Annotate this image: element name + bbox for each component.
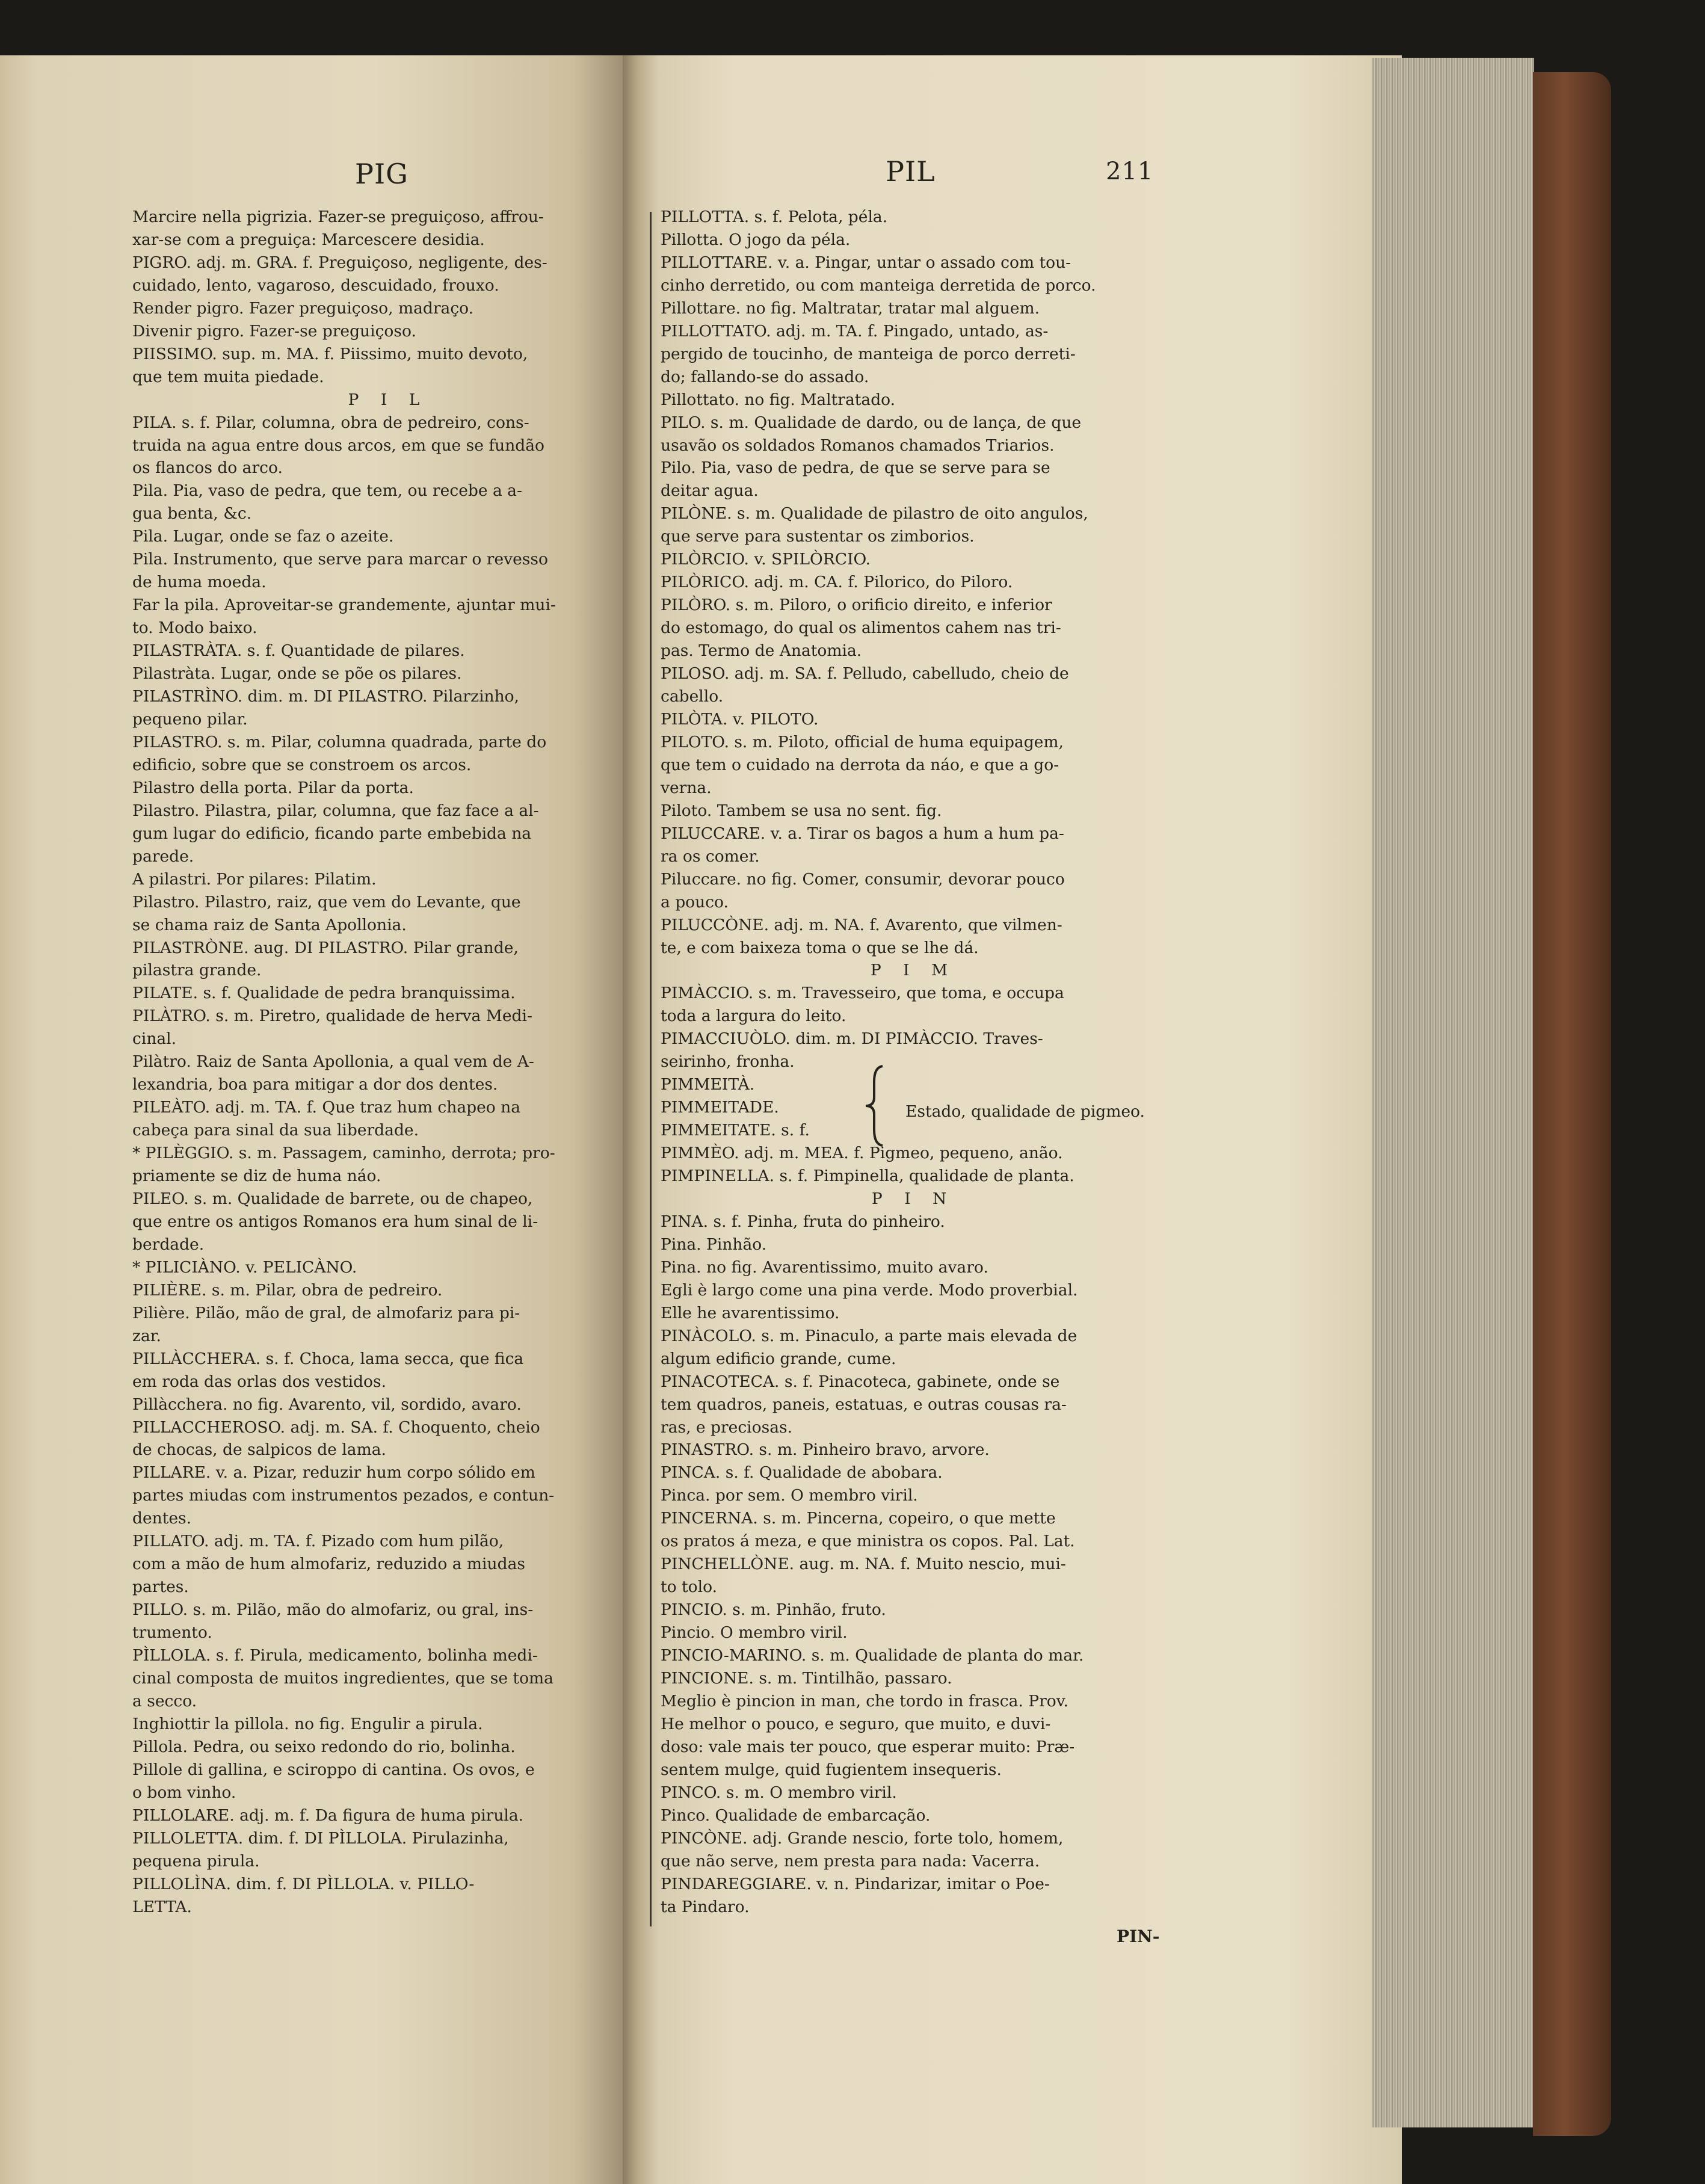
entry-line: Render pigro. Fazer preguiçoso, madraço. [132, 298, 474, 318]
entry-line: gua benta, &c. [132, 504, 252, 523]
entry-line: PIISSIMO. sup. m. MA. f. Piissimo, muito devoto, [132, 344, 528, 363]
entry-line: PIMMEITÀ. [661, 1075, 755, 1094]
entry-line: PILLOLARE. adj. m. f. Da figura de huma pirula. [132, 1806, 524, 1825]
entry-line: PINASTRO. s. m. Pinheiro bravo, arvore. [661, 1440, 990, 1460]
entry-line: zar. [132, 1326, 161, 1345]
entry-line: PIGRO. adj. m. GRA. f. Preguiçoso, negligente, des- [132, 253, 547, 272]
entry-line: pas. Termo de Anatomia. [661, 641, 862, 661]
entry-line: PILÀTRO. s. m. Piretro, qualidade de herva Medi- [132, 1007, 532, 1026]
entry-line: em roda das orlas dos vestidos. [132, 1372, 387, 1391]
entry-line: te, e com baixeza toma o que se lhe dá. [661, 938, 979, 957]
column-rule [650, 212, 652, 1926]
entry-line: Pilastràta. Lugar, onde se põe os pilares. [132, 664, 462, 683]
entry-line: PILÒRCIO. v. SPILÒRCIO. [661, 550, 871, 569]
entry-line: Pinco. Qualidade de embarcação. [661, 1806, 931, 1825]
entry-line: PIMMEITADE. [661, 1098, 779, 1117]
entry-line: PILUCCÒNE. adj. m. NA. f. Avarento, que vilmen- [661, 915, 1062, 934]
entry-line: seirinho, fronha. [661, 1052, 795, 1072]
entry-line: PILLOTTARE. v. a. Pingar, untar o assado com tou- [661, 253, 1071, 272]
left-column [132, 206, 644, 1918]
entry-line: PILUCCARE. v. a. Tirar os bagos a hum a hum pa- [661, 824, 1064, 843]
entry-line: PINACOTECA. s. f. Pinacoteca, gabinete, onde se [661, 1372, 1060, 1391]
entry-line: truida na agua entre dous arcos, em que se fundão [132, 436, 545, 455]
entry-line: Piluccare. no fig. Comer, consumir, devorar pouco [661, 869, 1065, 889]
entry-line: PILASTRÌNO. dim. m. DI PILASTRO. Pilarzinho, [132, 687, 520, 706]
entry-line: se chama raiz de Santa Apollonia. [132, 915, 407, 934]
page-number: 211 [1106, 158, 1154, 185]
entry-line: parede. [132, 847, 194, 866]
entry-line: pilastra grande. [132, 961, 262, 980]
entry-line: que tem muita piedade. [132, 367, 324, 386]
entry-line: PINA. s. f. Pinha, fruta do pinheiro. [661, 1212, 945, 1231]
entry-line: a pouco. [661, 892, 729, 912]
entry-line: doso: vale mais ter pouco, que esperar muito: Præ- [661, 1737, 1075, 1756]
entry-line: Pilastro della porta. Pilar da porta. [132, 778, 414, 797]
entry-line: que serve para sustentar os zimborios. [661, 527, 975, 546]
entry-line: PILÒNE. s. m. Qualidade de pilastro de oito angulos, [661, 504, 1088, 523]
entry-line: Pila. Instrumento, que serve para marcar o revesso [132, 550, 548, 569]
entry-line: algum edificio grande, cume. [661, 1349, 896, 1368]
entry-line: Pilàtro. Raiz de Santa Apollonia, a qual vem de A- [132, 1052, 534, 1072]
entry-line: PINDAREGGIARE. v. n. Pindarizar, imitar o Poe- [661, 1874, 1050, 1893]
entry-line: sentem mulge, quid fugientem insequeris. [661, 1760, 1002, 1779]
entry-line: Divenir pigro. Fazer-se preguiçoso. [132, 321, 416, 341]
entry-line: lexandria, boa para mitigar a dor dos dentes. [132, 1075, 498, 1094]
entry-line: Pillole di gallina, e sciroppo di cantina. Os ovos, e [132, 1760, 535, 1779]
entry-line: PILLOTTA. s. f. Pelota, péla. [661, 208, 888, 226]
right-running-head: PIL [886, 155, 936, 188]
entry-line: PINCHELLÒNE. aug. m. NA. f. Muito nescio, mui- [661, 1555, 1066, 1574]
entry-line: PILÒRO. s. m. Piloro, o orificio direito, e inferior [661, 596, 1052, 615]
entry-line: com a mão de hum almofariz, reduzido a miudas [132, 1555, 525, 1574]
entry-line: PINCA. s. f. Qualidade de abobara. [661, 1463, 943, 1482]
entry-line: PILLOTTATO. adj. m. TA. f. Pingado, untado, as- [661, 321, 1049, 341]
entry-line: PILATE. s. f. Qualidade de pedra branquissima. [132, 984, 516, 1003]
entry-line: cinho derretido, ou com manteiga derretida de porco. [661, 276, 1096, 295]
entry-line: priamente se diz de huma náo. [132, 1167, 381, 1186]
entry-line: usavão os soldados Romanos chamados Triarios. [661, 436, 1055, 455]
entry-line: pequena pirula. [132, 1851, 260, 1871]
entry-line: Pilastro. Pilastra, pilar, columna, que faz face a al- [132, 801, 539, 820]
entry-line: Pillola. Pedra, ou seixo redondo do rio, bolinha. [132, 1737, 516, 1756]
entry-line: partes miudas com instrumentos pezados, e contun- [132, 1486, 555, 1505]
entry-line: ras, e preciosas. [661, 1417, 793, 1437]
entry-line: PILASTRO. s. m. Pilar, columna quadrada, parte do [132, 732, 547, 751]
entry-line: Pina. no fig. Avarentissimo, muito avaro. [661, 1257, 988, 1277]
right-column [661, 206, 1166, 1918]
entry-line: PILOSO. adj. m. SA. f. Pelludo, cabelludo, cheio de [661, 664, 1069, 683]
entry-line: PILOTO. s. m. Piloto, official de huma equipagem, [661, 732, 1064, 751]
entry-line: Pila. Pia, vaso de pedra, que tem, ou recebe a a- [132, 481, 522, 501]
entry-line: xar-se com a preguiça: Marcescere desidia. [132, 230, 485, 249]
entry-line: PINCIO. s. m. Pinhão, fruto. [661, 1600, 886, 1620]
entry-line: deitar agua. [661, 481, 759, 501]
catchword: PIN- [1117, 1926, 1160, 1946]
entry-line: Pillàcchera. no fig. Avarento, vil, sordido, avaro. [132, 1395, 522, 1414]
entry-line: PILLÀCCHERA. s. f. Choca, lama secca, que fica [132, 1349, 524, 1368]
page-edges [1372, 58, 1534, 2127]
entry-line: PILÒRICO. adj. m. CA. f. Pilorico, do Piloro. [661, 573, 1013, 592]
entry-line: PILLATO. adj. m. TA. f. Pizado com hum pilão, [132, 1532, 504, 1551]
entry-line: Inghiottir la pillola. no fig. Engulir a pirula. [132, 1714, 483, 1733]
entry-line: Pillottato. no fig. Maltratado. [661, 390, 896, 409]
entry-line: que tem o cuidado na derrota da náo, e que a go- [661, 755, 1059, 774]
entry-line: edificio, sobre que se constroem os arcos. [132, 755, 472, 774]
entry-line: cinal. [132, 1029, 177, 1049]
entry-line: PILASTRÀTA. s. f. Quantidade de pilares. [132, 641, 465, 661]
entry-line: gum lugar do edificio, ficando parte embebida na [132, 824, 532, 843]
entry-line: ra os comer. [661, 847, 760, 866]
entry-line: toda a largura do leito. [661, 1007, 846, 1026]
entry-line: PILEO. s. m. Qualidade de barrete, ou de chapeo, [132, 1189, 533, 1208]
entry-line: Egli è largo come una pina verde. Modo proverbial. [661, 1280, 1078, 1300]
brace-icon [863, 1064, 887, 1148]
entry-line: pequeno pilar. [132, 709, 248, 729]
entry-line: PILLOLÌNA. dim. f. DI PÌLLOLA. v. PILLO- [132, 1874, 475, 1893]
entry-line: PILLO. s. m. Pilão, mão do almofariz, ou gral, ins- [132, 1600, 534, 1620]
entry-line: Pinca. por sem. O membro viril. [661, 1486, 918, 1505]
entry-line: PINCERNA. s. m. Pincerna, copeiro, o que mette [661, 1509, 1056, 1528]
entry-line: pergido de toucinho, de manteiga de porco derreti- [661, 344, 1076, 363]
entry-line: que não serve, nem presta para nada: Vacerra. [661, 1851, 1040, 1871]
entry-line: PINÀCOLO. s. m. Pinaculo, a parte mais elevada de [661, 1326, 1078, 1345]
entry-line: os pratos á meza, e que ministra os copos. Pal. Lat. [661, 1532, 1075, 1551]
entry-line: trumento. [132, 1623, 212, 1643]
entry-line: PINCIONE. s. m. Tintilhão, passaro. [661, 1669, 952, 1688]
entry-line: PIMÀCCIO. s. m. Travesseiro, que toma, e occupa [661, 984, 1064, 1003]
entry-line: PÌLLOLA. s. f. Pirula, medicamento, bolinha medi- [132, 1646, 538, 1665]
entry-line: cuidado, lento, vagaroso, descuidado, frouxo. [132, 276, 499, 295]
entry-line: Pillotta. O jogo da péla. [661, 230, 851, 249]
entry-line: de huma moeda. [132, 573, 267, 592]
entry-line: Elle he avarentissimo. [661, 1303, 840, 1322]
entry-line: de chocas, de salpicos de lama. [132, 1440, 386, 1460]
section-heading: P I L [348, 390, 428, 409]
entry-line: PILIÈRE. s. m. Pilar, obra de pedreiro. [132, 1280, 443, 1300]
entry-line: Pina. Pinhão. [661, 1235, 767, 1254]
entry-line: partes. [132, 1578, 189, 1597]
entry-line: tem quadros, paneis, estatuas, e outras cousas ra- [661, 1395, 1067, 1414]
entry-line: PILLACCHEROSO. adj. m. SA. f. Choquento, cheio [132, 1417, 540, 1437]
entry-line: cabello. [661, 687, 724, 706]
entry-line: Pila. Lugar, onde se faz o azeite. [132, 527, 394, 546]
entry-line: a secco. [132, 1691, 197, 1710]
entry-line: Pillottare. no fig. Maltratar, tratar mal alguem. [661, 298, 1040, 318]
entry-line: PINCÒNE. adj. Grande nescio, forte tolo, homem, [661, 1828, 1064, 1848]
entry-line: PINCO. s. m. O membro viril. [661, 1783, 897, 1802]
entry-line: to tolo. [661, 1578, 718, 1597]
entry-line: He melhor o pouco, e seguro, que muito, e duvi- [661, 1714, 1051, 1733]
book-cover-edge [1533, 72, 1611, 2136]
entry-line: PINCIO-MARINO. s. m. Qualidade de planta do mar. [661, 1646, 1084, 1665]
entry-line: Piloto. Tambem se usa no sent. fig. [661, 801, 942, 820]
entry-line: Marcire nella pigrizia. Fazer-se preguiçoso, affrou- [132, 208, 544, 226]
left-running-head: PIG [355, 158, 409, 190]
entry-line: PIMMÈO. adj. m. MEA. f. Pigmeo, pequeno, anão. [661, 1144, 1063, 1163]
entry-line: do; fallando-se do assado. [661, 367, 869, 386]
entry-line: Pilo. Pia, vaso de pedra, de que se serve para se [661, 458, 1050, 478]
entry-line: cinal composta de muitos ingredientes, que se toma [132, 1669, 553, 1688]
entry-line: PIMACCIUÒLO. dim. m. DI PIMÀCCIO. Traves- [661, 1029, 1043, 1049]
entry-line: o bom vinho. [132, 1783, 236, 1802]
entry-line: os flancos do arco. [132, 458, 283, 478]
entry-line: * PILICIÀNO. v. PELICÀNO. [132, 1257, 357, 1277]
entry-line: que entre os antigos Romanos era hum sinal de li- [132, 1212, 538, 1231]
entry-line: PILO. s. m. Qualidade de dardo, ou de lança, de que [661, 413, 1082, 432]
entry-line: LETTA. [132, 1897, 192, 1916]
entry-line: dentes. [132, 1509, 192, 1528]
entry-line: cabeça para sinal da sua liberdade. [132, 1121, 419, 1140]
entry-line: PIMMEITATE. s. f. [661, 1121, 810, 1140]
entry-line: Pilière. Pilão, mão de gral, de almofariz para pi- [132, 1303, 520, 1322]
entry-line: PILÒTA. v. PILOTO. [661, 709, 819, 729]
entry-line: Pilastro. Pilastro, raiz, que vem do Levante, que [132, 892, 521, 912]
entry-line: Meglio è pincion in man, che tordo in frasca. Prov. [661, 1691, 1068, 1710]
entry-line: do estomago, do qual os alimentos cahem nas tri- [661, 618, 1061, 638]
entry-line: verna. [661, 778, 712, 797]
entry-line: ta Pindaro. [661, 1897, 750, 1916]
entry-line: to. Modo baixo. [132, 618, 257, 638]
brace-definition: Estado, qualidade de pigmeo. [905, 1102, 1145, 1121]
section-heading: P I M [870, 961, 957, 980]
entry-line: PILLARE. v. a. Pizar, reduzir hum corpo sólido em [132, 1463, 535, 1482]
entry-line: PILASTRÒNE. aug. DI PILASTRO. Pilar grande, [132, 938, 519, 957]
entry-line: PILEÀTO. adj. m. TA. f. Que traz hum chapeo na [132, 1098, 521, 1117]
entry-line: berdade. [132, 1235, 205, 1254]
entry-line: PILA. s. f. Pilar, columna, obra de pedreiro, cons- [132, 413, 529, 432]
entry-line: Pincio. O membro viril. [661, 1623, 848, 1643]
entry-line: PILLOLETTA. dim. f. DI PÌLLOLA. Pirulazinha, [132, 1828, 509, 1848]
entry-line: * PILÈGGIO. s. m. Passagem, caminho, derrota; pro- [132, 1144, 555, 1163]
entry-line: PIMPINELLA. s. f. Pimpinella, qualidade de planta. [661, 1167, 1074, 1186]
section-heading: P I N [871, 1189, 955, 1208]
entry-line: Far la pila. Aproveitar-se grandemente, ajuntar mui- [132, 596, 556, 615]
entry-line: A pilastri. Por pilares: Pilatim. [132, 869, 377, 889]
